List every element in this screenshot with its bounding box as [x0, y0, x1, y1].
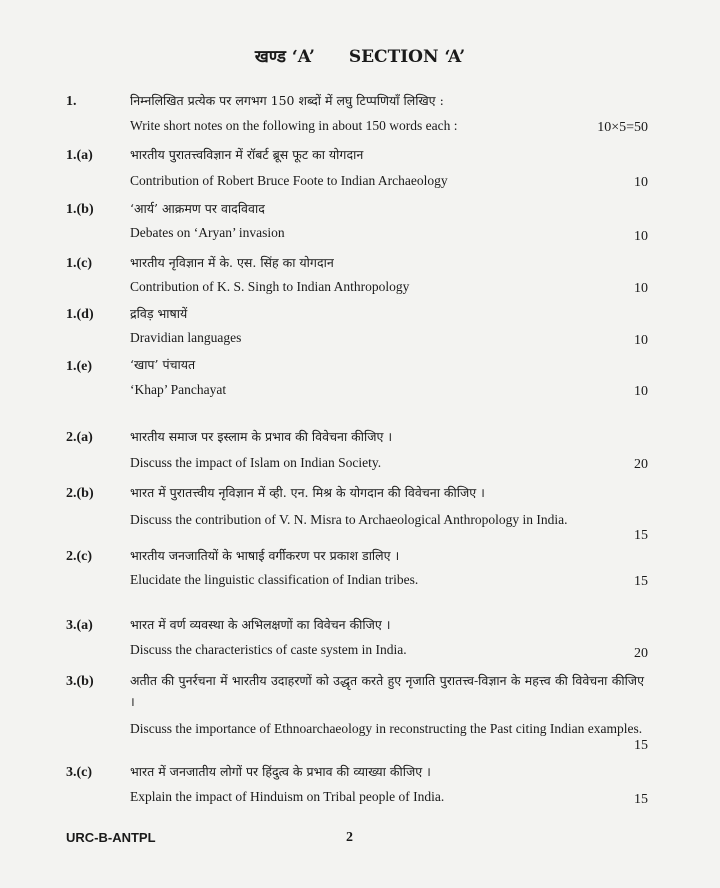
question-text-english: Dravidian languages	[130, 330, 242, 345]
question-number: 3.(b)	[66, 674, 94, 689]
question-number: 3.(a)	[66, 618, 93, 633]
question-text-english: ‘Khap’ Panchayat	[130, 382, 227, 397]
question-number: 2.(a)	[66, 430, 93, 445]
question-text-hindi: अतीत की पुनर्रचना में भारतीय उदाहरणों को उद्धृत करते हुए नृजाति पुरातत्त्व-विज्ञान के महत्त्व की विवेचना कीजिए ।	[130, 673, 644, 709]
question-marks: 15	[634, 738, 648, 753]
question-number: 3.(c)	[66, 765, 93, 780]
question-text-english: Discuss the contribution of V. N. Misra to Archaeological Anthropology in India.	[130, 512, 568, 527]
question-text-hindi: भारत में जनजातीय लोगों पर हिंदुत्व के प्रभाव की व्याख्या कीजिए ।	[130, 764, 431, 779]
question-marks: 10	[634, 333, 648, 348]
question-text-hindi: द्रविड़ भाषायें	[130, 306, 188, 321]
question-text-hindi: ‘आर्य’ आक्रमण पर वादविवाद	[130, 201, 265, 216]
question-number: 1.(b)	[66, 202, 94, 217]
section-title-hindi: खण्ड ‘A’	[254, 47, 315, 67]
question-text-english: Contribution of K. S. Singh to Indian Anthropology	[130, 279, 410, 294]
question-text-hindi: भारत में पुरातत्त्वीय नृविज्ञान में व्ही. एन. मिश्र के योगदान की विवेचना कीजिए ।	[130, 485, 485, 500]
question-text-english: Explain the impact of Hinduism on Tribal people of India.	[130, 789, 445, 804]
question-marks: 10	[634, 281, 648, 296]
question-number: 1.(c)	[66, 256, 93, 271]
page-number: 2	[346, 830, 353, 845]
question-text-english: Contribution of Robert Bruce Foote to Indian Archaeology	[130, 173, 448, 188]
question-number: 1.	[66, 94, 77, 109]
question-text-english: Discuss the importance of Ethnoarchaeology in reconstructing the Past citing Indian examples.	[130, 721, 643, 736]
question-text-hindi: भारतीय पुरातत्त्वविज्ञान में रॉबर्ट ब्रूस फूट का योगदान	[130, 147, 364, 162]
question-text-english: Write short notes on the following in about 150 words each :	[130, 118, 458, 133]
section-title-english: SECTION ‘A’	[348, 47, 466, 67]
question-marks: 20	[634, 646, 648, 661]
question-marks: 15	[634, 574, 648, 589]
question-text-hindi: भारतीय समाज पर इस्लाम के प्रभाव की विवेचना कीजिए ।	[130, 429, 393, 444]
question-marks: 15	[634, 528, 648, 543]
question-number: 2.(c)	[66, 549, 93, 564]
question-text-hindi: भारतीय नृविज्ञान में के. एस. सिंह का योगदान	[130, 255, 334, 270]
question-marks: 10	[634, 229, 648, 244]
question-number: 2.(b)	[66, 486, 94, 501]
question-number: 1.(d)	[66, 307, 94, 322]
question-text-english: Discuss the characteristics of caste system in India.	[130, 642, 407, 657]
question-text-english: Elucidate the linguistic classification of Indian tribes.	[130, 572, 419, 587]
question-marks: 10	[634, 384, 648, 399]
question-marks: 15	[634, 792, 648, 807]
question-marks: 10	[634, 175, 648, 190]
question-text-hindi: निम्नलिखित प्रत्येक पर लगभग 150 शब्दों में लघु टिप्पणियाँ लिखिए :	[130, 93, 444, 108]
question-text-english: Discuss the impact of Islam on Indian Society.	[130, 455, 382, 470]
section-heading	[0, 44, 720, 67]
question-marks: 10×5=50	[597, 120, 648, 135]
question-text-hindi: भारतीय जनजातियों के भाषाई वर्गीकरण पर प्रकाश डालिए ।	[130, 548, 400, 563]
paper-code: URC-B-ANTPL	[66, 830, 156, 845]
question-number: 1.(a)	[66, 148, 93, 163]
question-number: 1.(e)	[66, 359, 93, 374]
question-text-english: Debates on ‘Aryan’ invasion	[130, 225, 285, 240]
question-text-hindi: भारत में वर्ण व्यवस्था के अभिलक्षणों का विवेचन कीजिए ।	[130, 617, 391, 632]
question-marks: 20	[634, 457, 648, 472]
question-text-hindi: ‘खाप’ पंचायत	[130, 357, 196, 372]
